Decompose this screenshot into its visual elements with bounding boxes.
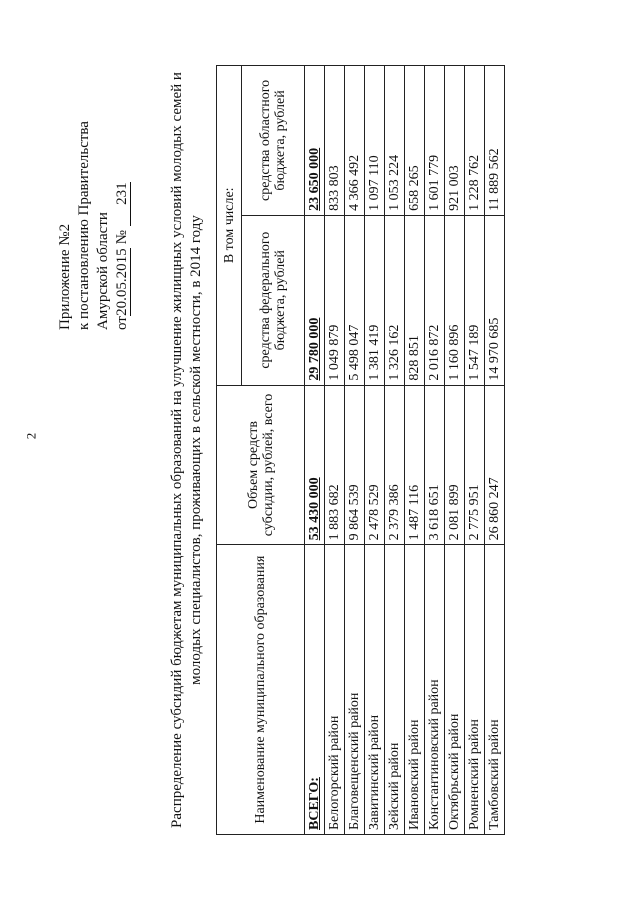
subsidy-federal: 1 160 896 — [445, 215, 465, 385]
subsidy-federal: 1 547 189 — [465, 215, 485, 385]
district-name: Тамбовский район — [485, 545, 505, 835]
subsidy-regional: 921 003 — [445, 66, 465, 216]
subsidy-federal: 828 851 — [405, 215, 425, 385]
subsidy-total: 3 618 651 — [425, 385, 445, 545]
header-row-1 — [217, 66, 242, 835]
total-regional: 23 650 000 — [305, 66, 325, 216]
subsidy-total: 1 883 682 — [325, 385, 345, 545]
subsidy-regional: 1 228 762 — [465, 66, 485, 216]
number-prefix: № — [114, 230, 130, 245]
total-federal: 29 780 000 — [305, 215, 325, 385]
table-row — [385, 66, 405, 835]
table-row — [345, 66, 365, 835]
subsidy-federal: 1 381 419 — [365, 215, 385, 385]
subsidy-total: 1 487 116 — [405, 385, 425, 545]
header-regional: средства областного бюджета, рублей — [242, 66, 305, 216]
subsidy-regional: 1 097 110 — [365, 66, 385, 216]
district-name: Октябрьский район — [445, 545, 465, 835]
district-name: Белогорский район — [325, 545, 345, 835]
subsidy-regional: 658 265 — [405, 66, 425, 216]
subsidy-regional: 11 889 562 — [485, 66, 505, 216]
subsidy-federal: 1 049 879 — [325, 215, 345, 385]
subsidy-total: 9 864 539 — [345, 385, 365, 545]
table-row — [465, 66, 485, 835]
subsidy-regional: 1 053 224 — [385, 66, 405, 216]
total-row — [305, 66, 325, 835]
header-name: Наименование муниципального образования — [217, 545, 305, 835]
table-row — [425, 66, 445, 835]
total-label: ВСЕГО: — [305, 545, 325, 835]
date-prefix: от — [114, 316, 130, 330]
appendix-block — [56, 40, 132, 330]
subsidy-regional: 4 366 492 — [345, 66, 365, 216]
appendix-line-3: Амурской области — [95, 212, 111, 330]
subsidy-table — [216, 65, 505, 835]
total-all: 53 430 000 — [305, 385, 325, 545]
title-line-1: Распределение субсидий бюджетам муниципальных образований на улучшение жилищных условий молодых семей и — [169, 72, 185, 828]
subsidy-federal: 14 970 685 — [485, 215, 505, 385]
header-including: В том числе: — [217, 66, 242, 386]
subsidy-regional: 833 803 — [325, 66, 345, 216]
document-title — [168, 10, 206, 890]
table-row — [405, 66, 425, 835]
district-name: Завитинский район — [365, 545, 385, 835]
subsidy-total: 2 081 899 — [445, 385, 465, 545]
subsidy-federal: 5 498 047 — [345, 215, 365, 385]
page-number: 2 — [23, 432, 39, 440]
subsidy-total: 2 379 386 — [385, 385, 405, 545]
header-federal: средства федерального бюджета, рублей — [242, 215, 305, 385]
district-name: Ромненский район — [465, 545, 485, 835]
title-line-2: молодых специалистов, проживающих в сельской местности, в 2014 году — [188, 215, 204, 685]
subsidy-federal: 2 016 872 — [425, 215, 445, 385]
district-name: Константиновский район — [425, 545, 445, 835]
table-row — [485, 66, 505, 835]
appendix-date-line — [113, 40, 132, 330]
district-name: Зейский район — [385, 545, 405, 835]
subsidy-total: 2 775 951 — [465, 385, 485, 545]
subsidy-total: 2 478 529 — [365, 385, 385, 545]
subsidy-total: 26 860 247 — [485, 385, 505, 545]
resolution-date: 20.05.2015 — [114, 248, 130, 316]
table-row — [325, 66, 345, 835]
resolution-number: 231 — [115, 182, 131, 226]
district-name: Ивановский район — [405, 545, 425, 835]
appendix-line-1: Приложение №2 — [57, 223, 73, 330]
table-row — [445, 66, 465, 835]
subsidy-federal: 1 326 162 — [385, 215, 405, 385]
district-name: Благовещенский район — [345, 545, 365, 835]
header-total: Объем средств субсидии, рублей, всего — [217, 385, 305, 545]
subsidy-regional: 1 601 779 — [425, 66, 445, 216]
appendix-line-2: к постановлению Правительства — [76, 121, 92, 330]
table-row — [365, 66, 385, 835]
rotated-page-content — [56, 10, 616, 890]
